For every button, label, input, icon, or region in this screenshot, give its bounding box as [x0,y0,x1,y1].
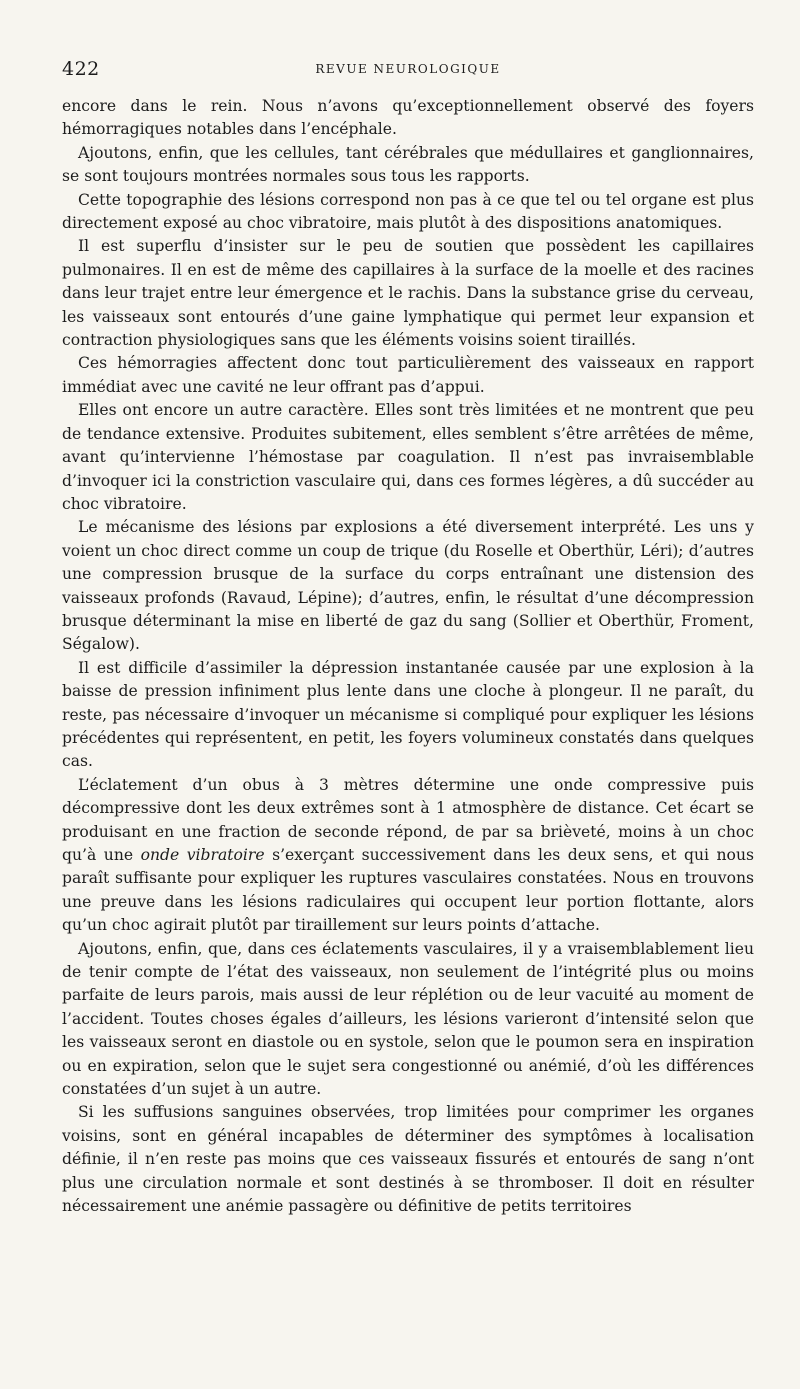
page-number: 422 [62,58,100,80]
paragraph: Ajoutons, enfin, que les cellules, tant cérébrales que médullaires et ganglionnaires, se sont toujours montrées normales sous tous les rapports. [62,143,754,186]
paragraph: Elles ont encore un autre caractère. Elles sont très limitées et ne montrent que peu de tendance extensive. Produites subitement, elles semblent s’être arrêtées de même, avant qu’intervienne l’hémostase par coagulation. Il n’est pas invraisemblable d’invoquer ici la constriction vasculaire qui, dans ces formes légères, a dû succéder au choc vibratoire. [62,401,754,513]
paragraph: Le mécanisme des lésions par explosions a été diversement interprété. Les uns y voient un choc direct comme un coup de trique (du Roselle et Oberthür, Léri); d’autres une compression brusque de la surface du corps entraînant une distension des vaisseaux profonds (Ravaud, Lépine); d’autres, enfin, le résultat d’une décompression brusque déterminant la mise en liberté de gaz du sang (Sollier et Oberthür, Froment, Ségalow). [62,518,754,654]
paragraph: Cette topographie des lésions correspond non pas à ce que tel ou tel organe est plus directement exposé au choc vibratoire, mais plutôt à des dispositions anatomiques. [62,190,754,233]
paragraph: Il est difficile d’assimiler la dépression instantanée causée par une explosion à la baisse de pression infiniment plus lente dans une cloche à plongeur. Il ne paraît, du reste, pas nécessaire d’invoquer un mécanisme si compliqué pour expliquer les lésions précédentes qui représentent, en petit, les foyers volumineux constatés dans quelques cas. [62,658,754,771]
paragraph-text: s’exerçant successivement dans les deux sens, et qui nous paraît suffisante pour expliquer les ruptures vasculaires constatées. Nous en trouvons une preuve dans les lésions radiculaires qui occupent leur portion flottante, alors qu’un choc agirait plutôt par tiraillement sur leurs points d’attache. [62,846,754,935]
paragraph: Ajoutons, enfin, que, dans ces éclatements vasculaires, il y a vraisemblablement lieu de tenir compte de l’état des vaisseaux, non seulement de l’intégrité plus ou moins parfaite de leurs parois, mais aussi de leur réplétion ou de leur vacuité au moment de l’accident. Toutes choses égales d’ailleurs, les lésions varieront d’intensité selon que les vaisseaux seront en diastole ou en systole, selon que le poumon sera en inspiration ou en expiration, selon que le sujet sera congestionné ou anémié, d’où les différences constatées d’un sujet à un autre. [62,939,754,1099]
paragraph: Si les suffusions sanguines observées, trop limitées pour comprimer les organes voisins, sont en général incapables de déterminer des symptômes à localisation définie, il n’en reste pas moins que ces vaisseaux fissurés et entourés de sang n’ont plus une circulation normale et sont destinés à se thromboser. Il doit en résulter nécessairement une anémie passagère ou définitive de petits territoires [62,1103,754,1216]
page-header [62,58,754,82]
emphasis-onde-vibratoire: onde vibratoire [140,846,265,864]
paragraph: encore dans le rein. Nous n’avons qu’exceptionnellement observé des foyers hémorragiques notables dans l’encéphale. [62,97,754,139]
paragraph-text: L’éclatement d’un obus à 3 mètres détermine une onde compressive puis décompressive dont les deux extrêmes sont à 1 atmosphère de distance. Cet écart se produisant en une fraction de seconde répond, de par sa brièveté, moins à un choc qu’à une [62,775,754,864]
body-text [62,95,754,1219]
paragraph: Ces hémorragies affectent donc tout particulièrement des vaisseaux en rapport immédiat avec une cavité ne leur offrant pas d’appui. [62,354,754,396]
running-title: REVUE NEUROLOGIQUE [315,62,501,76]
paragraph [62,774,754,938]
paragraph: Il est superflu d’insister sur le peu de soutien que possèdent les capillaires pulmonaires. Il en est de même des capillaires à la surface de la moelle et des racines dans leur trajet entre leur émergence et le rachis. Dans la substance grise du cerveau, les vaisseaux sont entourés d’une gaine lymphatique qui permet leur expansion et contraction physiologiques sans que les éléments voisins soient tiraillés. [62,237,754,350]
